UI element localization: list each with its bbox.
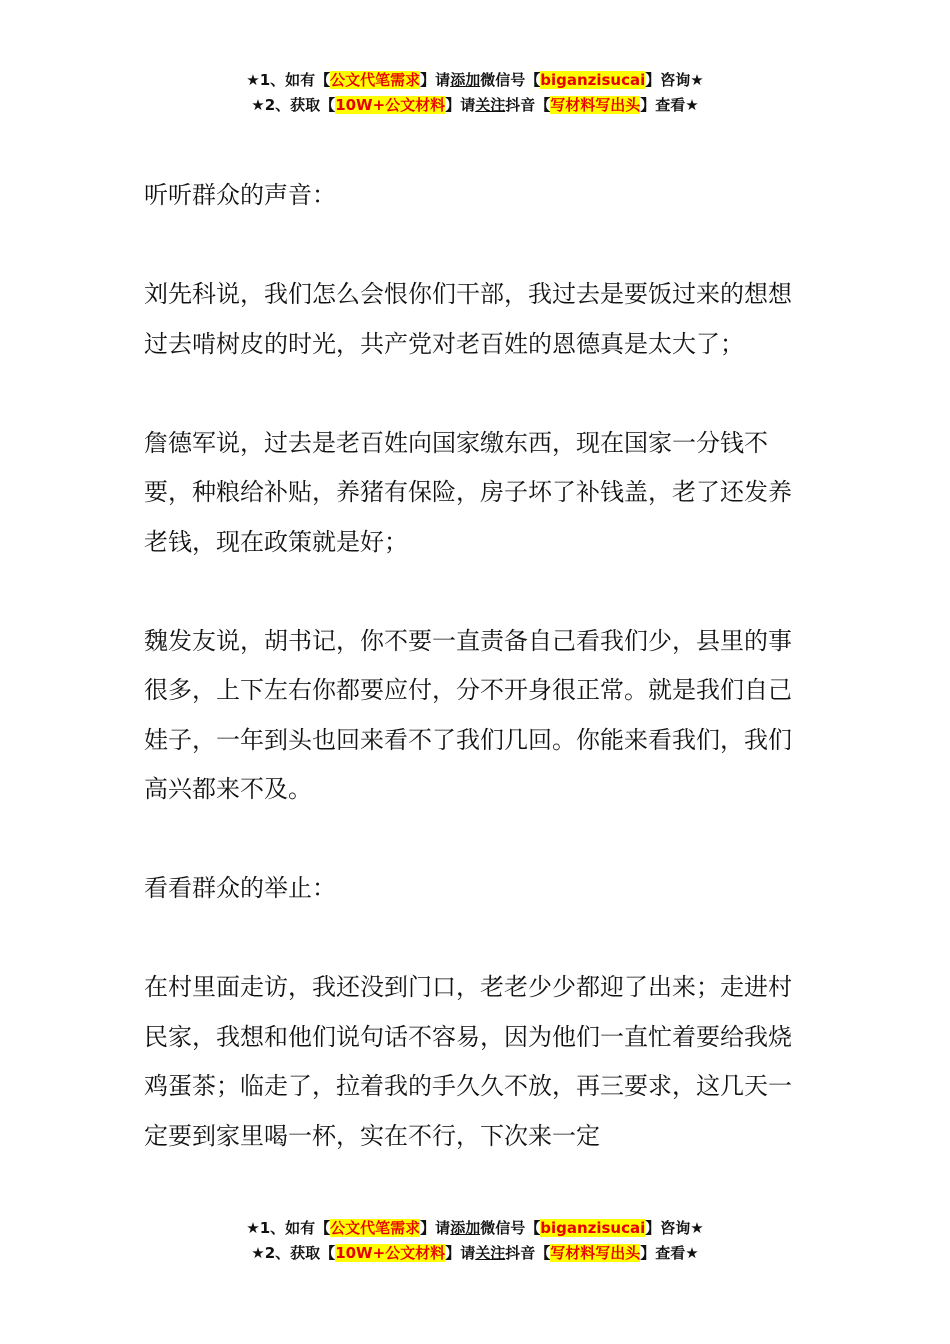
banner-line-1 (0, 68, 950, 93)
banner-line-2 (0, 93, 950, 118)
banner-text: 】查看★ (640, 1244, 699, 1262)
paragraph: 魏发友说，胡书记，你不要一直责备自己看我们少，县里的事很多，上下左右你都要应付，分不开身很正常。就是我们自己娃子，一年到头也回来看不了我们几回。你能来看我们，我们高兴都来不及。 (144, 626, 792, 803)
paragraph: 刘先科说，我们怎么会恨你们干部，我过去是要饭过来的想想过去啃树皮的时光，共产党对老百姓的恩德真是太大了； (144, 280, 792, 358)
paragraph: 看看群众的举止： (144, 874, 336, 902)
banner-emphasis: 关注 (475, 96, 506, 114)
banner-line-1 (0, 1216, 950, 1241)
footer-banner (0, 1216, 950, 1266)
banner-emphasis: 添加 (450, 1219, 481, 1237)
paragraph: 在村里面走访，我还没到门口，老老少少都迎了出来；走进村民家，我想和他们说句话不容易，因为他们一直忙着要给我烧鸡蛋茶；临走了，拉着我的手久久不放，再三要求，这几天一定要到家里喝一杯，实在不行，下次来一定 (144, 973, 792, 1150)
banner-text: 】请 (420, 1219, 451, 1237)
paragraph: 詹德军说，过去是老百姓向国家缴东西，现在国家一分钱不要，种粮给补贴，养猪有保险，房子坏了补钱盖，老了还发养老钱，现在政策就是好； (144, 428, 792, 556)
banner-highlight: biganzisucai (540, 1219, 646, 1237)
banner-text: 微信号【 (480, 1219, 541, 1237)
banner-emphasis: 关注 (475, 1244, 506, 1262)
banner-text: ★1、如有【 (246, 1219, 331, 1237)
document-body (144, 171, 810, 1211)
banner-text: 】查看★ (640, 96, 699, 114)
banner-line-2 (0, 1241, 950, 1266)
banner-highlight: 公文代笔需求 (330, 71, 421, 89)
banner-text: 微信号【 (480, 71, 541, 89)
banner-highlight: 写材料写出头 (550, 96, 641, 114)
header-banner (0, 68, 950, 118)
banner-text: 】请 (445, 96, 476, 114)
banner-text: 抖音【 (505, 96, 551, 114)
banner-text: 】咨询★ (645, 1219, 704, 1237)
banner-highlight: 公文代笔需求 (330, 1219, 421, 1237)
banner-text: ★2、获取【 (251, 96, 336, 114)
banner-text: ★2、获取【 (251, 1244, 336, 1262)
banner-emphasis: 添加 (450, 71, 481, 89)
banner-highlight: 写材料写出头 (550, 1244, 641, 1262)
banner-text: 抖音【 (505, 1244, 551, 1262)
banner-text: 】请 (420, 71, 451, 89)
banner-text: 】请 (445, 1244, 476, 1262)
banner-highlight: 10W+公文材料 (335, 96, 446, 114)
banner-highlight: 10W+公文材料 (335, 1244, 446, 1262)
paragraph: 听听群众的声音： (144, 181, 336, 209)
banner-text: ★1、如有【 (246, 71, 331, 89)
banner-highlight: biganzisucai (540, 71, 646, 89)
banner-text: 】咨询★ (645, 71, 704, 89)
